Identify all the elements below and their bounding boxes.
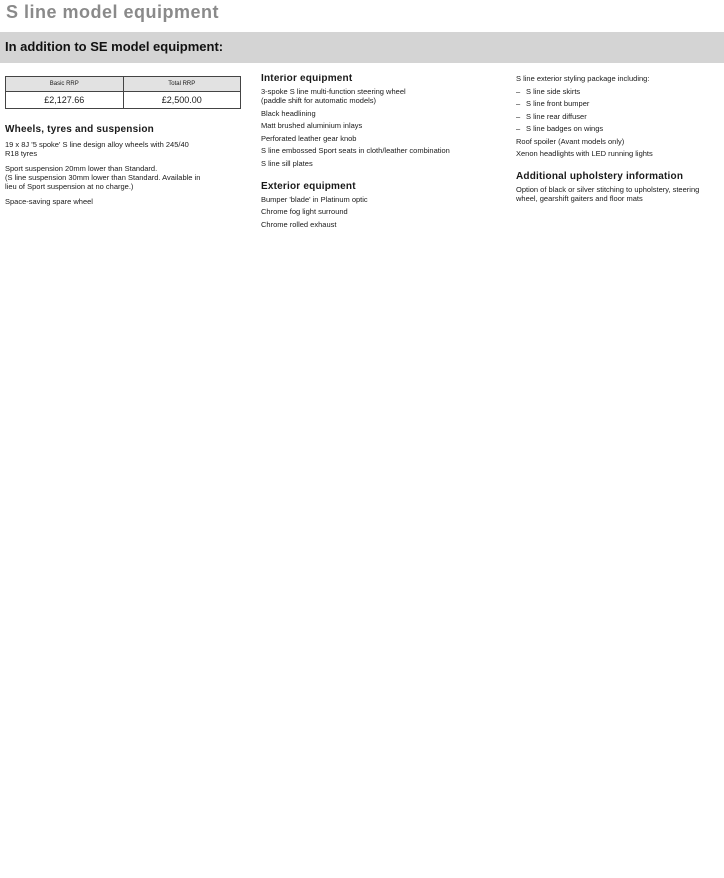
list-item: Bumper 'blade' in Platinum optic [261, 194, 368, 204]
list-item: 3-spoke S line multi-function steering wheel (paddle shift for automatic models) [261, 87, 406, 105]
list-item: S line embossed Sport seats in cloth/leather combination [261, 146, 450, 155]
basic-rrp-header: Basic RRP [6, 77, 124, 92]
price-table [5, 76, 241, 109]
list-item: – S line rear diffuser [516, 111, 587, 121]
list-item: Space-saving spare wheel [5, 197, 93, 206]
list-item: Roof spoiler (Avant models only) [516, 136, 625, 146]
upholstery-text: Option of black or silver stitching to upholstery, steering wheel, gearshift gaiters and floor mats [516, 185, 700, 203]
list-item: Chrome rolled exhaust [261, 219, 337, 229]
page-title: S line model equipment [6, 2, 220, 22]
basic-rrp-value: £2,127.66 [6, 92, 124, 109]
interior-heading: Interior equipment [261, 74, 353, 84]
interior-exterior-section [261, 74, 501, 231]
styling-intro: S line exterior styling package including: [516, 74, 650, 83]
upholstery-heading: Additional upholstery information [516, 171, 684, 182]
styling-section [516, 74, 724, 207]
list-item: Perforated leather gear knob [261, 133, 357, 143]
price-table-header-row [6, 77, 241, 92]
list-item: – S line front bumper [516, 99, 590, 108]
exterior-heading: Exterior equipment [261, 180, 356, 192]
list-item: Matt brushed aluminium inlays [261, 121, 363, 130]
list-item: Xenon headlights with LED running lights [516, 149, 653, 158]
price-table-row [6, 92, 241, 109]
wheels-section [5, 125, 245, 210]
list-item: – S line side skirts [516, 86, 581, 96]
list-item: – S line badges on wings [516, 124, 604, 133]
total-rrp-value: £2,500.00 [123, 92, 241, 109]
list-item: Black headlining [261, 108, 316, 118]
section-banner [0, 32, 724, 63]
list-item: 19 x 8J '5 spoke' S line design alloy wheels with 245/40 R18 tyres [5, 140, 189, 158]
total-rrp-header: Total RRP [123, 77, 241, 92]
list-item: S line sill plates [261, 158, 313, 168]
list-item: Chrome fog light surround [261, 207, 348, 216]
list-item: Sport suspension 20mm lower than Standard. (S line suspension 30mm lower than Standard. Available in lieu of Sport suspension at no charge.) [5, 164, 201, 191]
wheels-heading: Wheels, tyres and suspension [5, 124, 154, 135]
banner-text: In addition to SE model equipment: [5, 39, 224, 54]
